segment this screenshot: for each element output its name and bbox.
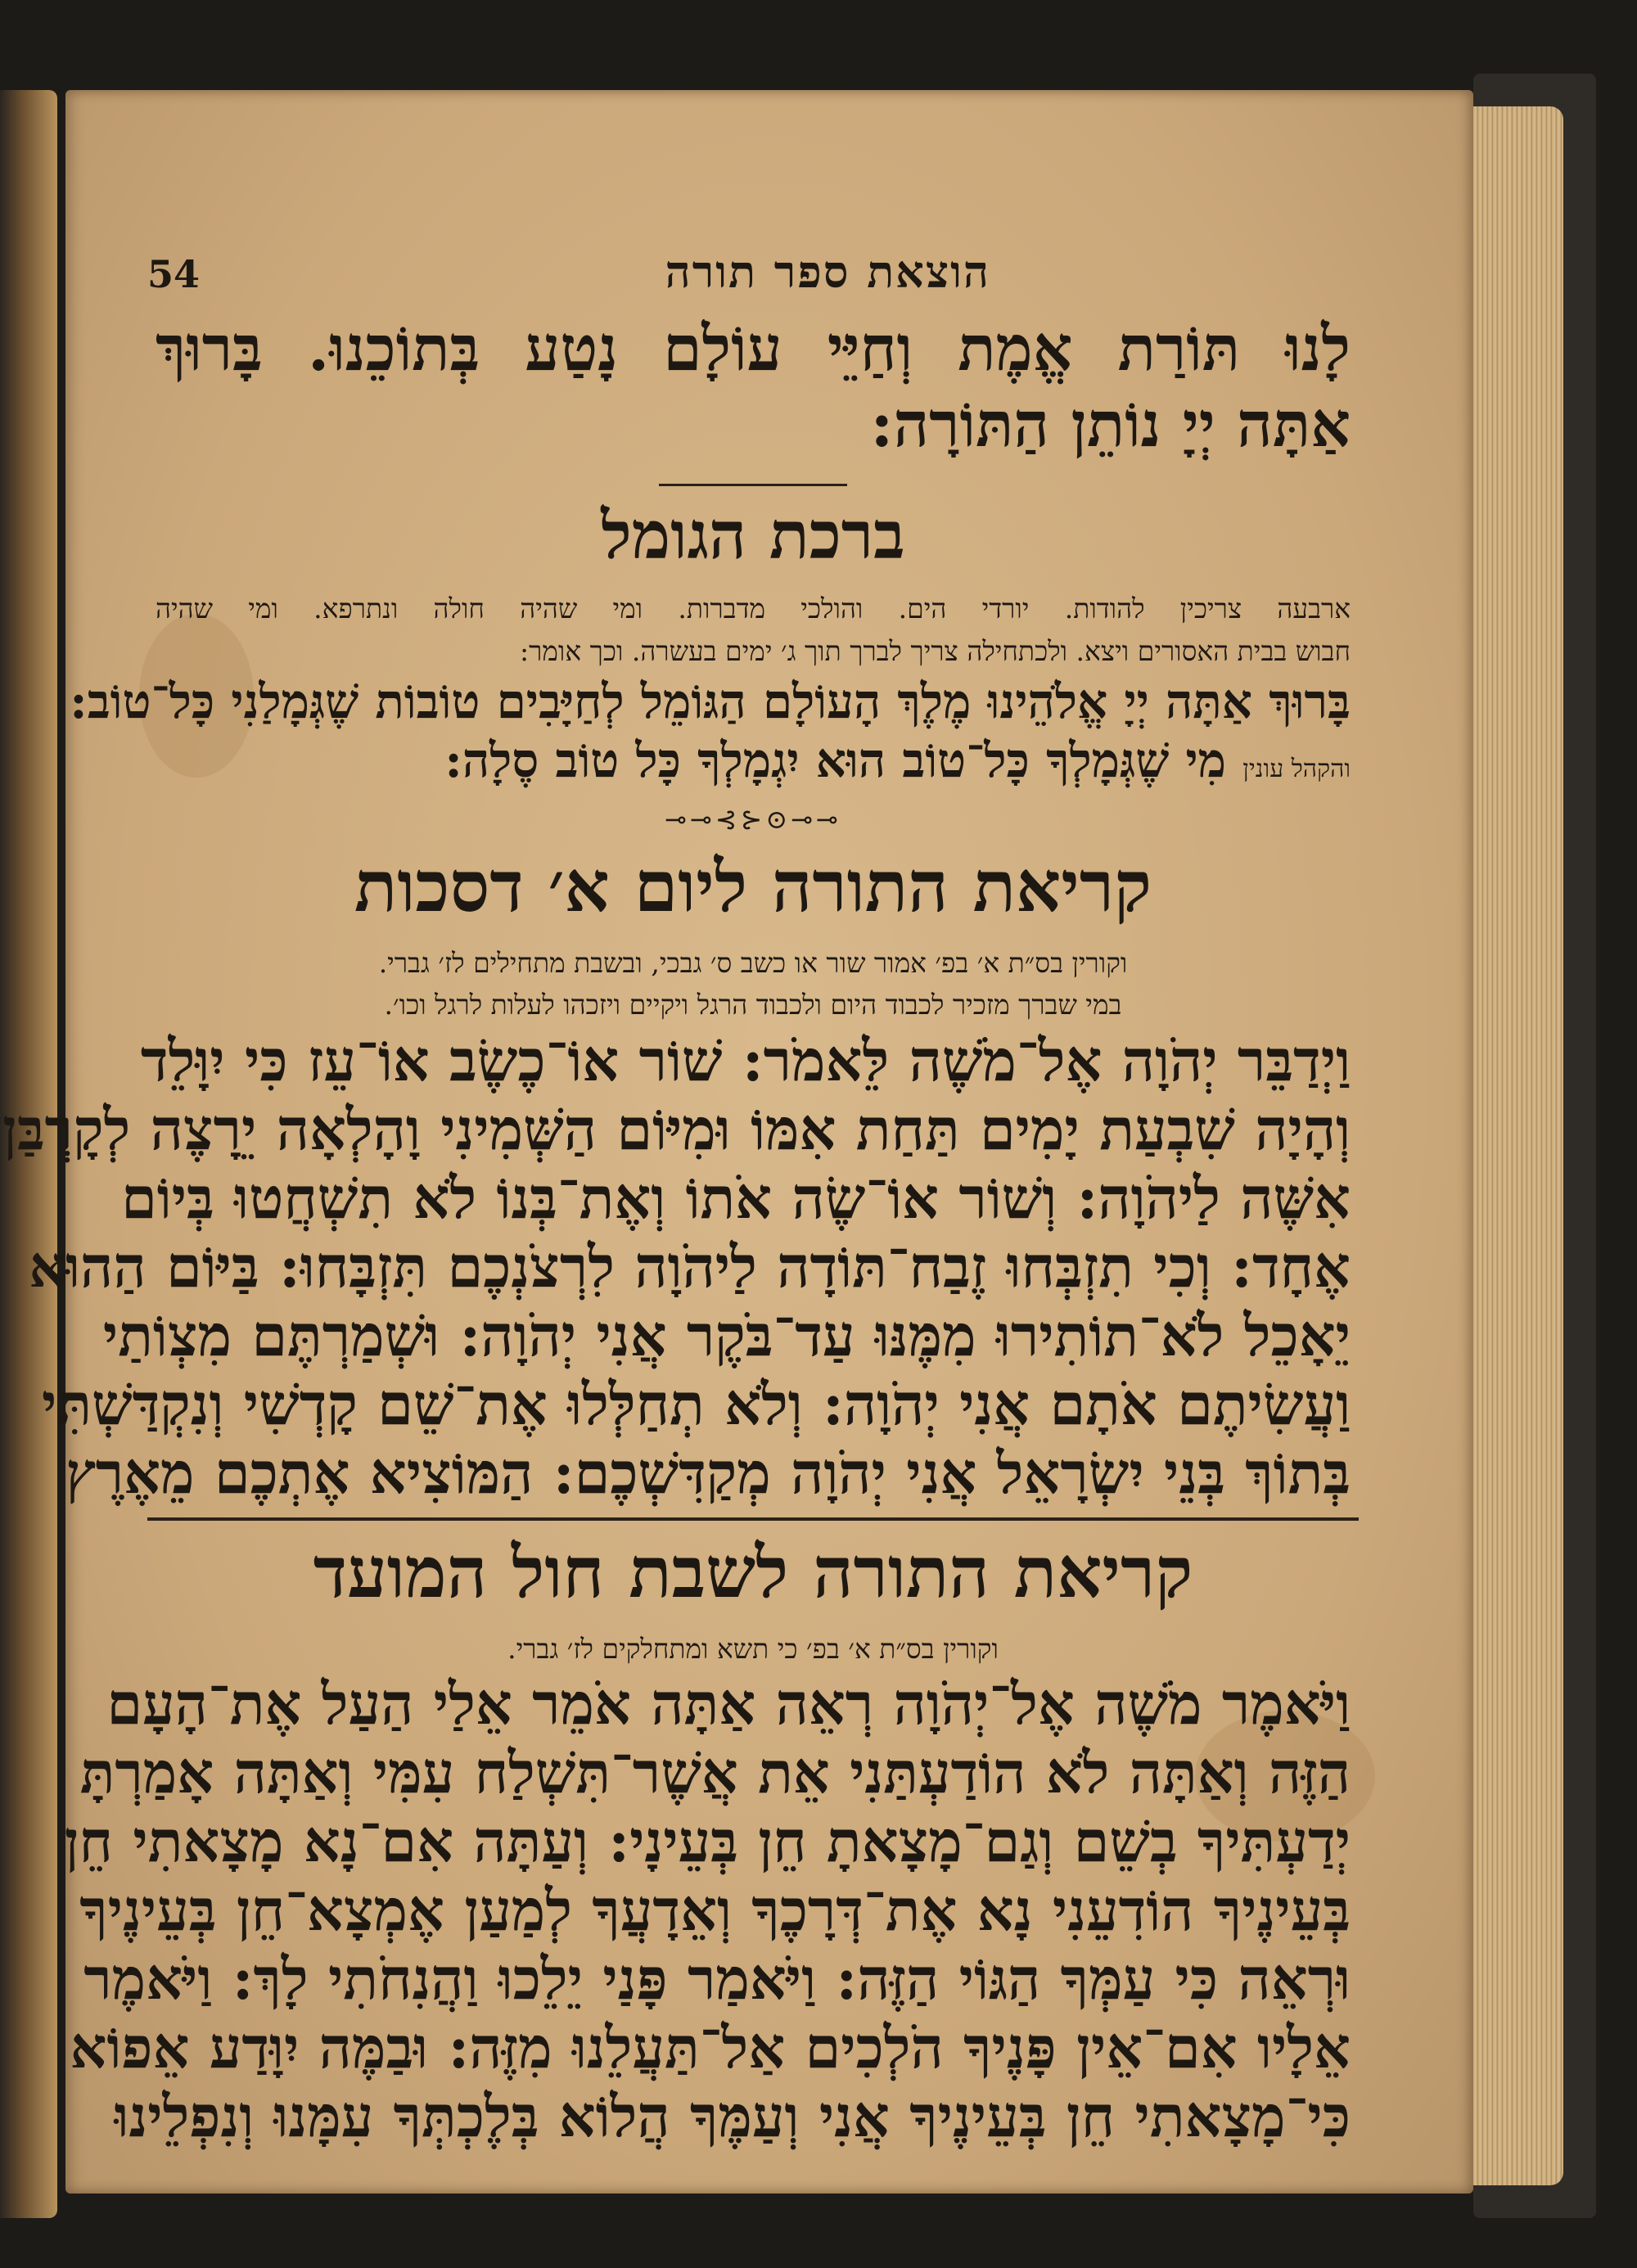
instruction-line: חבוש בבית האסורים ויצא. ולכתחילה צריך לברך תוך ג׳ ימים בעשרה. וכך אומר: bbox=[520, 634, 1351, 667]
divider-rule bbox=[659, 484, 847, 486]
instruction-line: במי שברך מזכיר לכבוד היום ולכבוד הרגל ויקיים ויזכהו לעלות לרגל וכו׳. bbox=[384, 989, 1122, 1021]
section-title: ברכת הגומל bbox=[601, 497, 905, 575]
sukkot-reading-section bbox=[2, 843, 1351, 1508]
reading-line: וַיֹּאמֶר מֹשֶׁה אֶל־יְהֹוָה רְאֵה אַתָּה אֹמֵר אֵלַי הַעַל אֶת־הָעָם bbox=[106, 1670, 1351, 1738]
reading-line: כִּי־מָצָאתִי חֵן בְּעֵינֶיךָ אֲנִי וְעַמֶּךָ הֲלוֹא בְּלֶכְתְּךָ עִמָּנוּ וְנִפְלֵינוּ bbox=[114, 2082, 1351, 2151]
text-line: לָנוּ תּוֹרַת אֱמֶת וְחַיֵּי עוֹלָם נָטַע בְּתוֹכֵנוּ. בָּרוּךְ bbox=[156, 312, 1351, 385]
instruction-line: ארבעה צריכין להודות. יורדי הים. והולכי מדברות. ומי שהיה חולה ונתרפא. ומי שהיה bbox=[156, 593, 1351, 625]
book-page bbox=[2, 90, 1473, 2194]
text-line: אַתָּה יְיָ נוֹתֵן הַתּוֹרָה: bbox=[870, 387, 1351, 461]
running-head bbox=[147, 237, 1351, 311]
reading-line: יְדַעְתִּיךָ בְשֵׁם וְגַם־מָצָאתָ חֵן בְּעֵינָי: וְעַתָּה אִם־נָא מָצָאתִי חֵן bbox=[64, 1807, 1351, 1876]
reading-line: וּרְאֵה כִּי עַמְּךָ הַגּוֹי הַזֶּה: וַיֹּאמַר פָּנַי יֵלֵכוּ וַהֲנִחֹתִי לָךְ: וַיֹּאמֶר bbox=[83, 1945, 1351, 2013]
blessing-line bbox=[156, 731, 1351, 791]
reading-line: וַעֲשִׂיתֶם אֹתָם אֲנִי יְהֹוָה: וְלֹא תְחַלְּלוּ אֶת־שֵׁם קָדְשִׁי וְנִקְדַּשְׁתִּי bbox=[41, 1369, 1351, 1438]
reading-line: בְּעֵינֶיךָ הוֹדִעֵנִי נָא אֶת־דְּרָכֶךָ וְאֵדָעֲךָ לְמַעַן אֶמְצָא־חֵן בְּעֵינֶיךָ bbox=[79, 1876, 1351, 1945]
reading-line: הַזֶּה וְאַתָּה לֹא הוֹדַעְתַּנִי אֵת אֲשֶׁר־תִּשְׁלַח עִמִּי וְאַתָּה אָמַרְתָּ bbox=[79, 1738, 1351, 1807]
section-title: קריאת התורה לשבת חול המועד bbox=[313, 1531, 1193, 1614]
intro-blessing bbox=[156, 311, 1351, 462]
page-text bbox=[2, 237, 1351, 2151]
reading-line: בְּתוֹךְ בְּנֵי יִשְׂרָאֵל אֲנִי יְהֹוָה מְקַדִּשְׁכֶם: הַמּוֹצִיא אֶתְכֶם מֵאֶרֶץ bbox=[65, 1438, 1351, 1507]
running-title: הוצאת ספר תורה bbox=[665, 246, 990, 298]
instruction-line: וקורין בס״ת א׳ בפ׳ אמור שור או כשב ס׳ גבכי, ובשבת מתחילים לז׳ גברי. bbox=[378, 947, 1128, 980]
instruction-line: וקורין בס״ת א׳ בפ׳ כי תשא ומתחלקים לז׳ גברי. bbox=[507, 1633, 999, 1665]
reading-line: אֵלָיו אִם־אֵין פָּנֶיךָ הֹלְכִים אַל־תַּעֲלֵנוּ מִזֶּה: וּבַמֶּה יִוָּדַע אֵפוֹא bbox=[70, 2013, 1351, 2082]
reading-line: וַיְדַבֵּר יְהֹוָה אֶל־מֹשֶׁה לֵּאמֹר: שׁוֹר אוֹ־כֶשֶׂב אוֹ־עֵז כִּי יִוָּלֵד bbox=[140, 1026, 1351, 1094]
divider-rule bbox=[147, 1517, 1359, 1521]
reading-line: אֶחָד: וְכִי תִזְבְּחוּ זֶבַח־תּוֹדָה לַיהֹוָה לִרְצֹנְכֶם תִּזְבָּחוּ: בַּיּוֹם הַהוּא bbox=[29, 1232, 1351, 1301]
blessing-line: בָּרוּךְ אַתָּה יְיָ אֱלֹהֵינוּ מֶלֶךְ הָעוֹלָם הַגּוֹמֵל לְחַיָּבִים טוֹבוֹת שֶׁגְּמָלַנִי כָּל־טוֹב: bbox=[70, 673, 1351, 729]
response-note: והקהל עונין bbox=[1242, 755, 1351, 784]
reading-line: וְהָיָה שִׁבְעַת יָמִים תַּחַת אִמּוֹ וּמִיּוֹם הַשְּׁמִינִי וָהָלְאָה יֵרָצֶה לְקָרְבַּן bbox=[2, 1094, 1351, 1163]
reading-line: יֵאָכֵל לֹא־תוֹתִירוּ מִמֶּנּוּ עַד־בֹּקֶר אֲנִי יְהֹוָה: וּשְׁמַרְתֶּם מִצְוֹתַי bbox=[102, 1301, 1351, 1369]
shabbat-chol-hamoed-section bbox=[64, 1529, 1351, 2152]
ornament-divider: ⊸⊸⊙⊰⊱⊸⊸ bbox=[665, 803, 841, 835]
birkat-hagomel-section bbox=[70, 494, 1351, 835]
section-title: קריאת התורה ליום א׳ דסכות bbox=[354, 845, 1152, 928]
page-number: 54 bbox=[147, 252, 201, 296]
response-text: מִי שֶׁגְּמָלְךָ כָּל־טוֹב הוּא יִגְמָלְךָ כָּל טוֹב סֶלָה: bbox=[444, 733, 1227, 789]
reading-line: אִשֶּׁה לַיהֹוָה: וְשׁוֹר אוֹ־שֶׂה אֹתוֹ וְאֶת־בְּנוֹ לֹא תִשְׁחֲטוּ בְּיוֹם bbox=[121, 1163, 1351, 1232]
